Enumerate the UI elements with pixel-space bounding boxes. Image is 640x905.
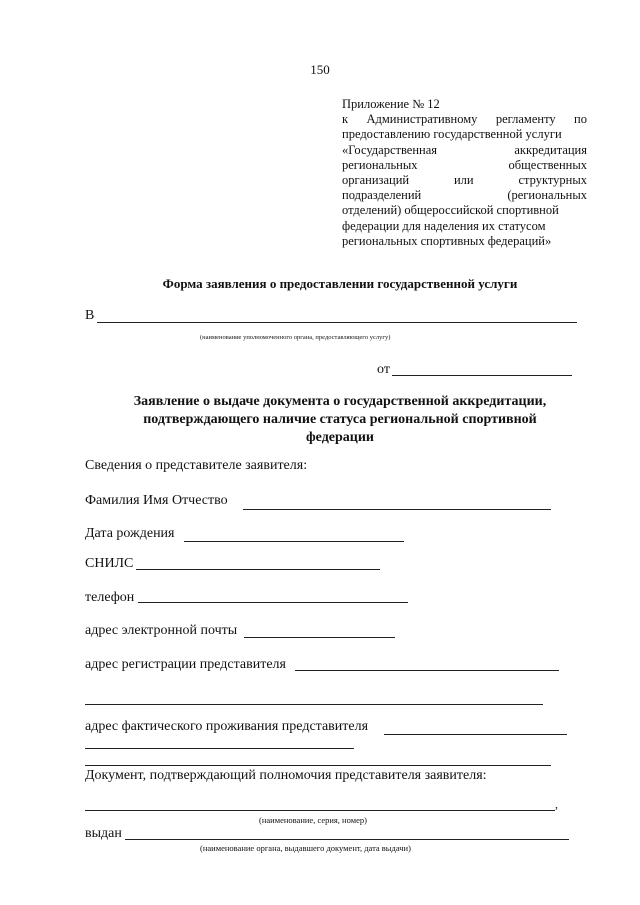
appendix-line (342, 143, 587, 158)
section-heading: Сведения о представителе заявителя: (85, 458, 308, 473)
fio-field-line[interactable] (243, 509, 551, 510)
snils-field-line[interactable] (136, 569, 380, 570)
appendix-line (342, 112, 587, 127)
appendix-line (342, 173, 587, 188)
birth-field-line[interactable] (184, 541, 404, 542)
appendix-word: общественных (508, 157, 587, 172)
from-field-line[interactable] (392, 375, 572, 376)
birth-label: Дата рождения (85, 526, 175, 541)
appendix-word: аккредитация (514, 142, 587, 157)
from-label: от (377, 362, 390, 377)
actual-address-label: адрес фактического проживания представителя (85, 719, 369, 734)
statement-line-2: подтверждающего наличие статуса региональной спортивной (143, 412, 537, 427)
appendix-word: Административному (366, 112, 478, 127)
appendix-line (342, 219, 587, 234)
to-caption: (наименование уполномоченного органа, предоставляющего услугу) (200, 334, 391, 341)
appendix-line (342, 234, 587, 249)
document-label: Документ, подтверждающий полномочия представителя заявителя: (85, 768, 487, 783)
reg-address-field-line-2[interactable] (85, 704, 543, 705)
document-field-line[interactable] (85, 810, 555, 811)
phone-label: телефон (85, 590, 135, 605)
statement-line-1: Заявление о выдаче документа о государственной аккредитации, (133, 394, 547, 409)
statement-title (90, 393, 590, 447)
appendix-word: организаций (342, 173, 410, 188)
appendix-word: региональных (342, 157, 418, 172)
actual-address-field-line-2[interactable] (85, 748, 354, 749)
document-caption: (наименование, серия, номер) (259, 815, 367, 825)
issued-field-line[interactable] (125, 839, 569, 840)
phone-field-line[interactable] (138, 602, 408, 603)
appendix-word: подразделений (342, 188, 422, 203)
appendix-line (342, 158, 587, 173)
statement-line-3: федерации (306, 430, 374, 445)
appendix-header (342, 97, 587, 249)
separator-line (85, 765, 551, 766)
email-label: адрес электронной почты (85, 623, 238, 638)
form-title: Форма заявления о предоставлении государственной услуги (162, 276, 518, 291)
appendix-word: к (342, 112, 349, 127)
appendix-word: отделений) общероссийской спортивной (342, 203, 559, 218)
appendix-word: (региональных (507, 188, 587, 203)
appendix-word: федерации для наделения их статусом (342, 218, 546, 233)
appendix-word: региональных спортивных федераций» (342, 233, 552, 248)
to-label: В (85, 308, 95, 323)
appendix-line (342, 203, 587, 218)
reg-address-label: адрес регистрации представителя (85, 657, 286, 672)
appendix-line (342, 188, 587, 203)
appendix-word: по (574, 112, 587, 127)
appendix-text (342, 112, 587, 249)
appendix-word: или (453, 173, 474, 188)
appendix-line (342, 127, 587, 142)
appendix-title: Приложение № 12 (342, 97, 440, 111)
email-field-line[interactable] (244, 637, 395, 638)
snils-label: СНИЛС (85, 556, 134, 571)
appendix-word: предоставлению государственной услуги (342, 127, 562, 142)
to-field-line[interactable] (97, 322, 577, 323)
appendix-word: регламенту (495, 112, 556, 127)
reg-address-field-line[interactable] (295, 670, 559, 671)
appendix-word: «Государственная (342, 142, 438, 157)
document-comma: , (555, 797, 558, 811)
appendix-word: структурных (518, 173, 587, 188)
actual-address-field-line[interactable] (384, 734, 567, 735)
page-number: 150 (310, 62, 330, 77)
issued-caption: (наименование органа, выдавшего документ, дата выдачи) (200, 843, 411, 853)
issued-label: выдан (85, 826, 122, 841)
fio-label: Фамилия Имя Отчество (85, 493, 228, 508)
